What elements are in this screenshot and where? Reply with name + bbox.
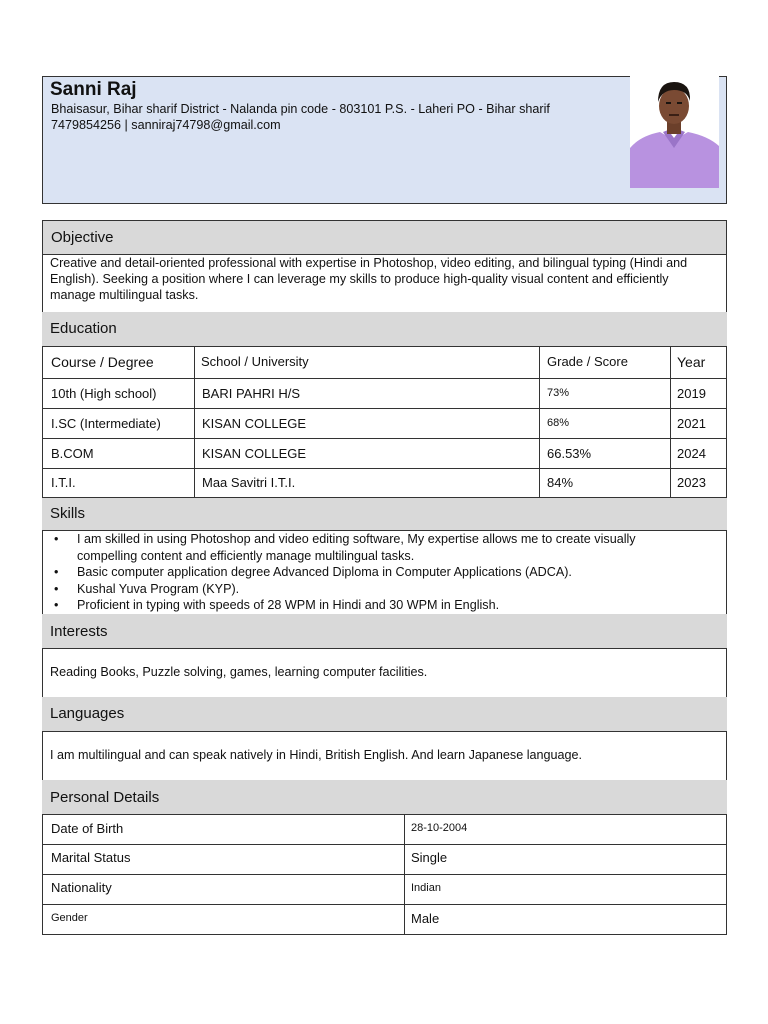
interests-section-header [42, 614, 727, 649]
table-cell: 73% [547, 387, 570, 399]
interests-title: Interests [50, 623, 108, 640]
table-cell: Gender [51, 912, 88, 924]
table-cell: 10th (High school) [51, 386, 157, 401]
table-cell: I.T.I. [51, 475, 76, 490]
table-cell: Maa Savitri I.T.I. [202, 475, 296, 490]
table-cell: Indian [411, 882, 441, 894]
table-cell: 2019 [677, 386, 706, 401]
table-cell: 84% [547, 475, 574, 490]
table-header-school: School / University [201, 354, 309, 369]
objective-line: English). Seeking a position where I can leverage my skills to produce high-quality visual content and efficiently [50, 272, 669, 286]
table-cell: 2024 [677, 446, 706, 461]
table-cell: B.COM [51, 446, 94, 461]
languages-title: Languages [50, 705, 125, 722]
table-cell: BARI PAHRI H/S [202, 386, 301, 401]
table-cell: Nationality [51, 880, 112, 895]
table-cell: KISAN COLLEGE [202, 416, 307, 431]
table-cell: I.SC (Intermediate) [51, 416, 161, 431]
table-cell: KISAN COLLEGE [202, 446, 307, 461]
table-cell: 66.53% [547, 446, 592, 461]
profile-photo [630, 76, 719, 188]
skills-title: Skills [50, 505, 86, 522]
education-title: Education [50, 320, 117, 337]
objective-text [50, 255, 720, 303]
list-item: • Basic computer application degree Advanced Diploma in Computer Applications (ADCA). [50, 564, 710, 581]
table-header-grade: Grade / Score [547, 354, 628, 369]
personal-section-header [42, 780, 727, 815]
education-section-header [42, 312, 727, 346]
list-item: • Proficient in typing with speeds of 28 WPM in Hindi and 30 WPM in English. [50, 597, 710, 614]
list-item: • I am skilled in using Photoshop and video editing software, My expertise allows me to create visually compelling content and efficiently manage multilingual tasks. [50, 531, 710, 564]
languages-text: I am multilingual and can speak natively in Hindi, British English. And learn Japanese language. [50, 748, 583, 762]
table-cell: Male [411, 911, 440, 926]
personal-title: Personal Details [50, 789, 160, 806]
objective-title: Objective [51, 229, 114, 246]
candidate-name: Sanni Raj [50, 79, 137, 100]
table-cell: Marital Status [51, 850, 131, 865]
resume-header [42, 76, 727, 204]
table-cell: Single [411, 850, 448, 865]
table-cell: 28-10-2004 [411, 822, 468, 834]
table-header-course: Course / Degree [51, 354, 154, 370]
table-cell: 68% [547, 417, 570, 429]
objective-line: manage multilingual tasks. [50, 288, 199, 302]
table-header-year: Year [677, 354, 706, 370]
table-cell: Date of Birth [51, 821, 124, 836]
table-cell: 2023 [677, 475, 706, 490]
candidate-contact: 7479854256 | sanniraj74798@gmail.com [51, 118, 281, 132]
candidate-address: Bhaisasur, Bihar sharif District - Nalanda pin code - 803101 P.S. - Laheri PO - Bihar sharif [51, 102, 550, 116]
skills-section-header [42, 498, 727, 531]
skills-list [50, 531, 710, 614]
languages-section-header [42, 697, 727, 732]
interests-text: Reading Books, Puzzle solving, games, learning computer facilities. [50, 665, 428, 679]
objective-line: Creative and detail-oriented professional with expertise in Photoshop, video editing, and bilingual typing (Hindi and [50, 256, 688, 270]
table-cell: 2021 [677, 416, 706, 431]
objective-section-header [42, 220, 727, 255]
list-item: • Kushal Yuva Program (KYP). [50, 581, 710, 598]
